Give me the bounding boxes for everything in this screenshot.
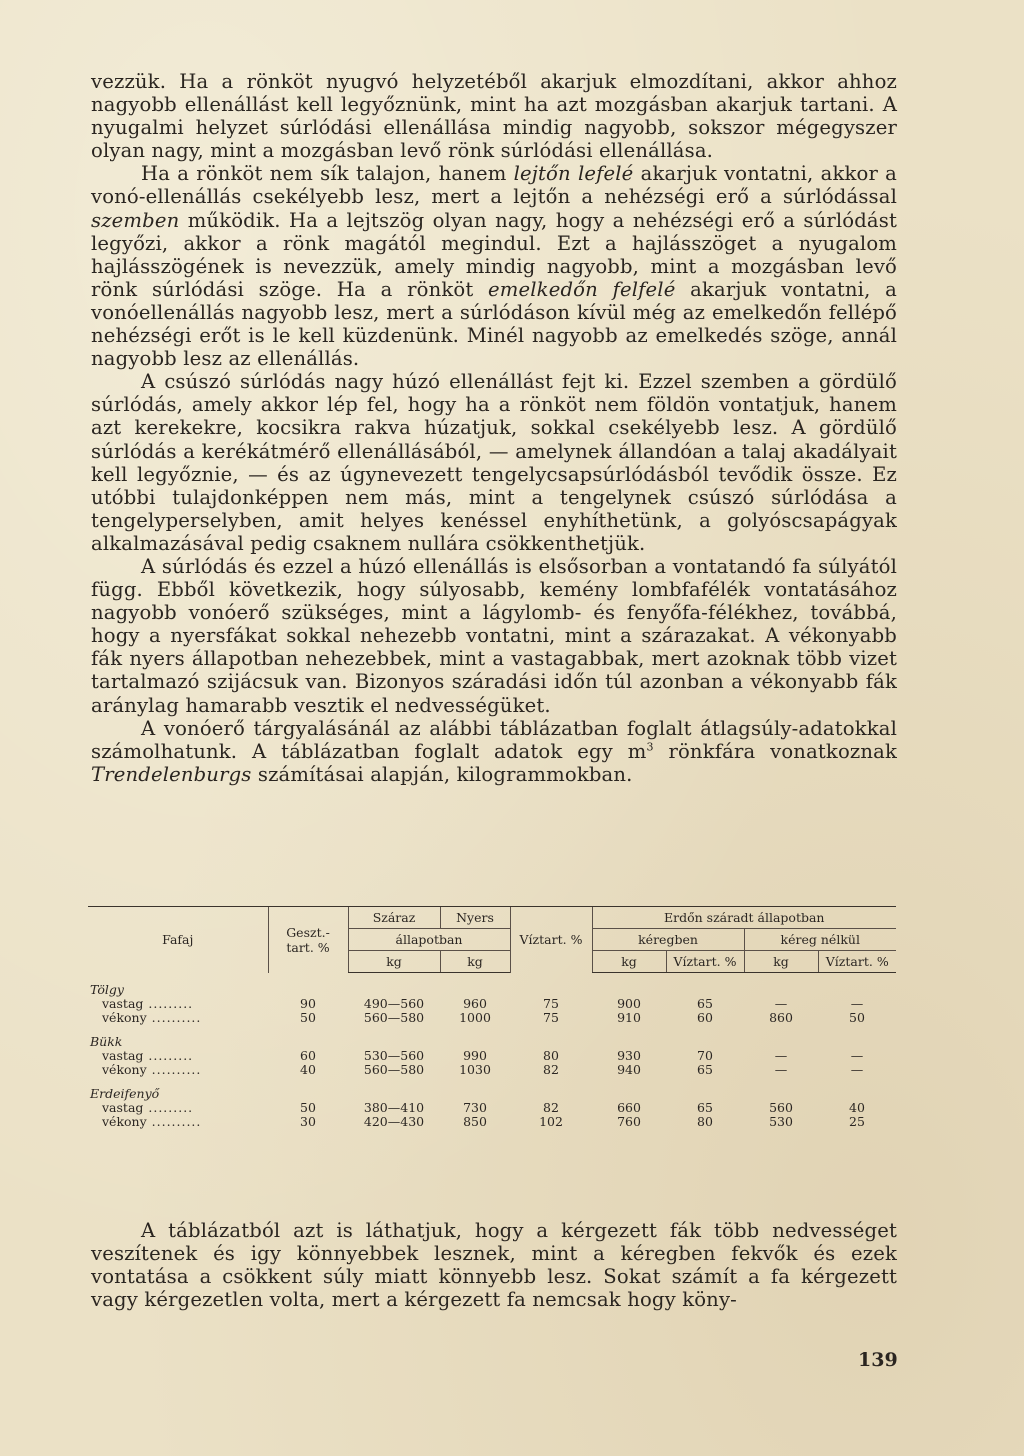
table-header [88,907,896,973]
header-geszt: Geszt.- tart. % [268,907,348,973]
cell: 65 [697,996,713,1011]
cell: 930 [617,1048,641,1063]
header-nyers: Nyers [440,907,510,929]
cell: 82 [543,1100,559,1115]
header-szaraz: Száraz [348,907,440,929]
cell: 910 [617,1010,641,1025]
cell: 660 [617,1100,641,1115]
cell: 730 [463,1100,487,1115]
cell: 50 [300,1100,316,1115]
closing-text [91,1219,897,1311]
paragraph-5: A vonóerő tárgyalásánál az alábbi táblázatban foglalt átlagsúly-adatokkal számolhatunk. A táblázatban foglalt adatok egy $m^3$ rönkfára vonatkoznak Trendelenburgs számításai alapján, kilogrammokban. [91,716,898,786]
row-label: vastag ......... [102,1101,194,1115]
header-kg: kg [592,951,666,973]
cell: 50 [300,1010,316,1025]
group-name: Tölgy [90,983,124,997]
cell: 40 [300,1062,316,1077]
cell: 102 [539,1114,563,1129]
cell: 80 [543,1048,559,1063]
cell: 530 [769,1114,793,1129]
cell: — [774,1048,788,1063]
cell: 960 [463,996,487,1011]
cell: 1030 [459,1062,491,1077]
weight-table-container [88,906,896,1129]
paragraph-3: A csúszó súrlódás nagy húzó ellenállást fejt ki. Ezzel szemben a gördülő súrlódás, amely akkor lép fel, hogy ha a rönköt nem földön vontatjuk, hanem azt kerekekre, kocsikra rakva húzatjuk, sokkal csekélyebb lesz. A gördülő súrlódás a kerékátmérő ellenállásából, — amelynek állandóan a talaj akadályait kell legyőznie, — és az úgynevezett tengelycsapsúrlódásból tevődik össze. Ez utóbbi tulajdonképpen nem más, mint a tengelynek csúszó súrlódása a tengelyperselyben, amit helyes kenéssel enyhíthetünk, a golyóscsapágyak alkalmazásával pedig csaknem nullára csökkenthetjük. [91,370,897,555]
cell: 90 [300,996,316,1011]
header-kg: kg [348,951,440,973]
header-viztart-pct: Víztart. % [818,951,896,973]
cell: 860 [769,1010,793,1025]
paragraph-1: vezzük. Ha a rönköt nyugvó helyzetéből akarjuk elmozdítani, akkor ahhoz nagyobb ellenállást kell legyőznünk, mint ha azt mozgásban akarjuk tartani. A nyugalmi helyzet súrlódási ellenállása mindig nagyobb, sokszor mégegyszer olyan nagy, mint a mozgásban levő rönk súrlódási ellenállása. [91,70,897,163]
cell: — [850,1048,864,1063]
italic-phrase: lejtőn lefelé [513,162,634,186]
cell: — [850,1062,864,1077]
cell: 40 [849,1100,865,1115]
table-row [88,997,896,1011]
italic-phrase: emelkedőn felfelé [488,277,676,301]
row-label: vastag ......... [102,1049,194,1063]
group-name: Erdeifenyő [90,1087,160,1101]
cell: 65 [697,1062,713,1077]
row-label: vékony .......... [102,1011,202,1025]
cell: 530—560 [363,1048,425,1063]
header-kg: kg [744,951,818,973]
cell: 760 [617,1114,641,1129]
cell: 70 [697,1048,713,1063]
header-kergeben: kéregben [592,929,744,951]
table-row [88,1115,896,1129]
body-text [91,70,897,786]
cell: 560—580 [363,1062,425,1077]
paragraph-6: A táblázatból azt is láthatjuk, hogy a kérgezett fák több nedvességet veszítenek és igy könnyebbek lesznek, mint a kéregben fekvők és ezek vontatása a csökkent súly miatt könnyebb lesz. Sokat számít a fa kérgezett vagy kérgezetlen volta, mert a kérgezett fa nemcsak hogy köny- [91,1219,897,1312]
group-row [88,983,896,997]
cell: 50 [849,1010,865,1025]
cell: 60 [300,1048,316,1063]
header-kereg-nelkul: kéreg nélkül [744,929,896,951]
cell: 900 [617,996,641,1011]
header-viztart: Víztart. % [510,907,592,973]
row-label: vékony .......... [102,1115,202,1129]
cell: 560 [769,1100,793,1115]
cell: 75 [543,996,559,1011]
cell: 30 [300,1114,316,1129]
italic-phrase: szemben [91,208,180,232]
cell: 75 [543,1010,559,1025]
cell: — [850,996,864,1011]
table-row [88,1101,896,1115]
table-row [88,1011,896,1025]
italic-name: Trendelenburgs [91,762,252,786]
weight-table [88,906,896,1129]
cell: 940 [617,1062,641,1077]
table-row [88,1063,896,1077]
header-allapotban: állapotban [348,929,510,951]
header-fafaj: Fafaj [88,907,268,973]
cell: 560—580 [363,1010,425,1025]
group-row [88,1087,896,1101]
header-kg: kg [440,951,510,973]
paragraph-2: Ha a rönköt nem sík talajon, hanem lejtőn lefelé akarjuk vontatni, akkor a vonó-ellenállás csekélyebb lesz, mert a lejtőn a nehézségi erő a súrlódással szemben működik. Ha a lejtszög olyan nagy, hogy a nehézségi erő a súrlódást legyőzi, akkor a rönk magától megindul. Ezt a hajlásszöget a nyugalom hajlásszögének is nevezzük, amely mindig nagyobb, mint a mozgásban levő rönk súrlódási szöge. Ha a rönköt emelkedőn felfelé akarjuk vontatni, a vonóellenállás nagyobb lesz, mert a súrlódáson kívül még az emelkedőn fellépő nehézségi erőt is le kell küzdenünk. Minél nagyobb az emelkedés szöge, annál nagyobb lesz az ellenállás. [91,162,897,371]
cell: 80 [697,1114,713,1129]
cell: 65 [697,1100,713,1115]
page-number: 139 [858,1349,898,1371]
cell: 25 [849,1114,865,1129]
header-viztart-pct: Víztart. % [666,951,744,973]
cell: 380—410 [363,1100,425,1115]
cell: 420—430 [363,1114,425,1129]
cell: 1000 [459,1010,491,1025]
cell: 850 [463,1114,487,1129]
table-row [88,1049,896,1063]
cell: 82 [543,1062,559,1077]
cell: 990 [463,1048,487,1063]
cell: — [774,996,788,1011]
header-erdon: Erdőn száradt állapotban [592,907,896,929]
group-name: Bükk [90,1035,123,1049]
paragraph-4: A súrlódás és ezzel a húzó ellenállás is elsősorban a vontatandó fa súlyától függ. Ebből következik, hogy súlyosabb, kemény lombfafélék vontatásához nagyobb vonóerő szükséges, mint a lágylomb- és fenyőfa-félékhez, továbbá, hogy a nyersfákat sokkal nehezebb vontatni, mint a szárazakat. A vékonyabb fák nyers állapotban nehezebbek, mint a vastagabbak, mert azoknak több vizet tartalmazó szijácsuk van. Bizonyos száradási időn túl azonban a vékonyabb fák aránylag hamarabb vesztik el nedvességüket. [91,554,897,717]
row-label: vékony .......... [102,1063,202,1077]
group-row [88,1035,896,1049]
cell: 490—560 [363,996,425,1011]
table-body [88,973,896,1130]
row-label: vastag ......... [102,997,194,1011]
cell: 60 [697,1010,713,1025]
cell: — [774,1062,788,1077]
